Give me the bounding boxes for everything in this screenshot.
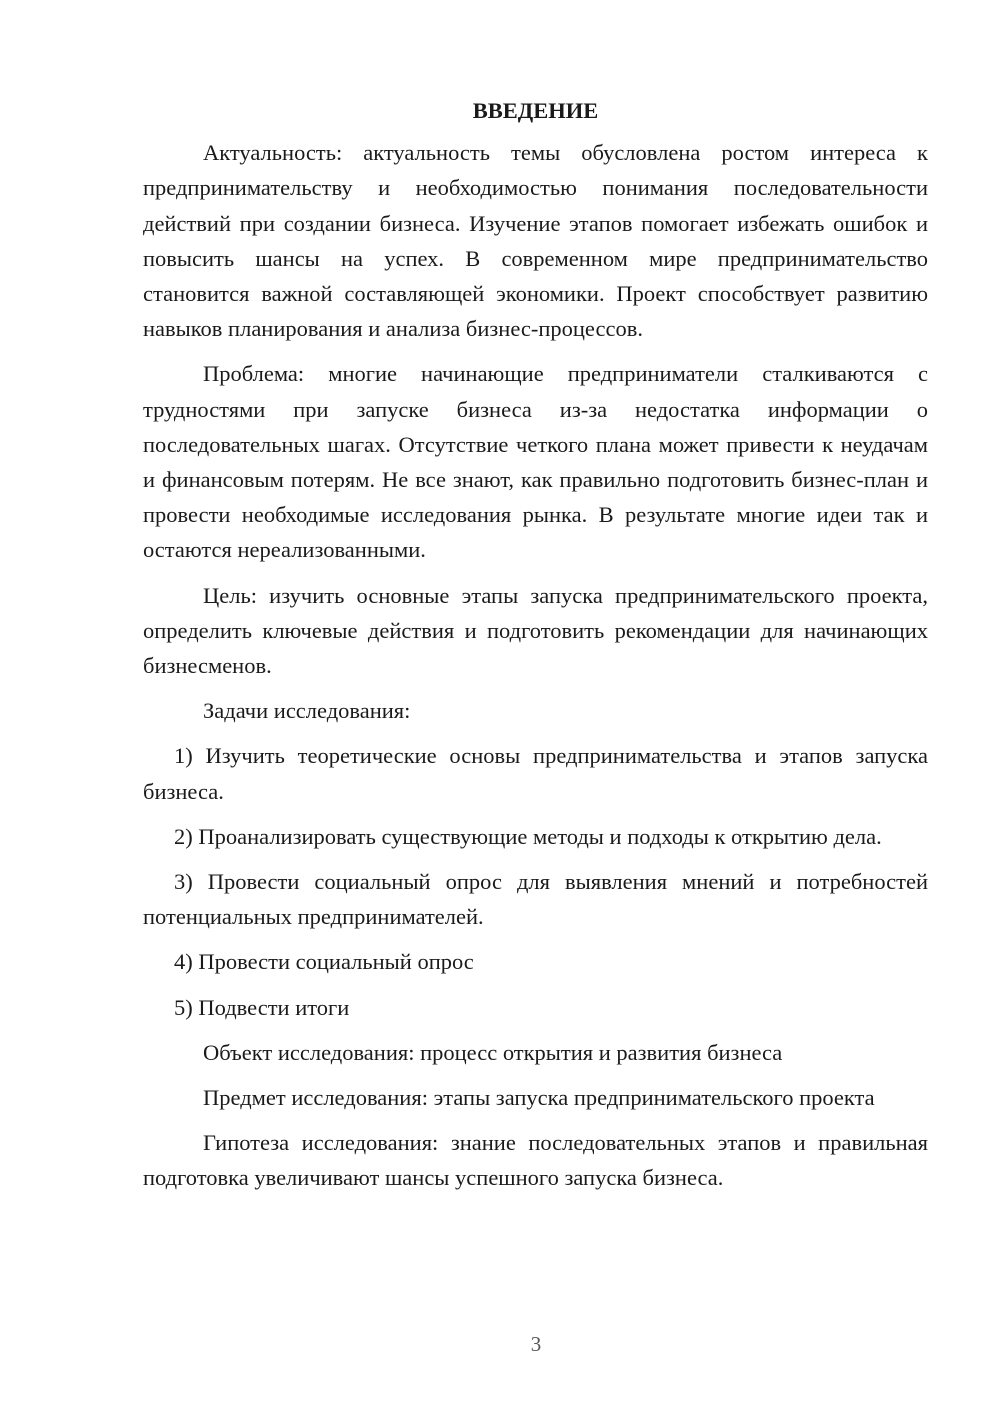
task-item-3: 3) Провести социальный опрос для выявления мнений и потребностей потенциальных предпринимателей. — [143, 869, 928, 930]
task-item-2: 2) Проанализировать существующие методы и подходы к открытию дела. — [174, 823, 882, 849]
task-item-1: 1) Изучить теоретические основы предпринимательства и этапов запуска бизнеса. — [143, 743, 928, 804]
relevance-paragraph: Актуальность: актуальность темы обусловлена ростом интереса к предпринимательству и необходимостью понимания последовательности действий при создании бизнеса. Изучение этапов помогает избежать ошибок и повысить шансы на успех. В современном мире предпринимательство становится важной составляющей экономики. Проект способствует развитию навыков планирования и анализа бизнес-процессов. — [143, 140, 928, 342]
problem-paragraph: Проблема: многие начинающие предприниматели сталкиваются с трудностями при запуске бизнеса из-за недостатка информации о последовательных шагах. Отсутствие четкого плана может привести к неудачам и финансовым потерям. Не все знают, как правильно подготовить бизнес-план и провести необходимые исследования рынка. В результате многие идеи так и остаются нереализованными. — [143, 361, 928, 563]
task-item-4: 4) Провести социальный опрос — [174, 949, 474, 975]
subject-paragraph: Предмет исследования: этапы запуска предпринимательского проекта — [203, 1085, 875, 1111]
tasks-title: Задачи исследования: — [203, 698, 411, 724]
page-number: 3 — [530, 1332, 542, 1356]
hypothesis-paragraph: Гипотеза исследования: знание последовательных этапов и правильная подготовка увеличивают шансы успешного запуска бизнеса. — [143, 1130, 928, 1191]
task-item-5: 5) Подвести итоги — [174, 994, 350, 1020]
goal-paragraph: Цель: изучить основные этапы запуска предпринимательского проекта, определить ключевые действия и подготовить рекомендации для начинающих бизнесменов. — [143, 582, 928, 679]
document-body — [143, 93, 928, 1206]
page-title: ВВЕДЕНИЕ — [472, 98, 599, 123]
object-paragraph: Объект исследования: процесс открытия и развития бизнеса — [203, 1039, 783, 1065]
